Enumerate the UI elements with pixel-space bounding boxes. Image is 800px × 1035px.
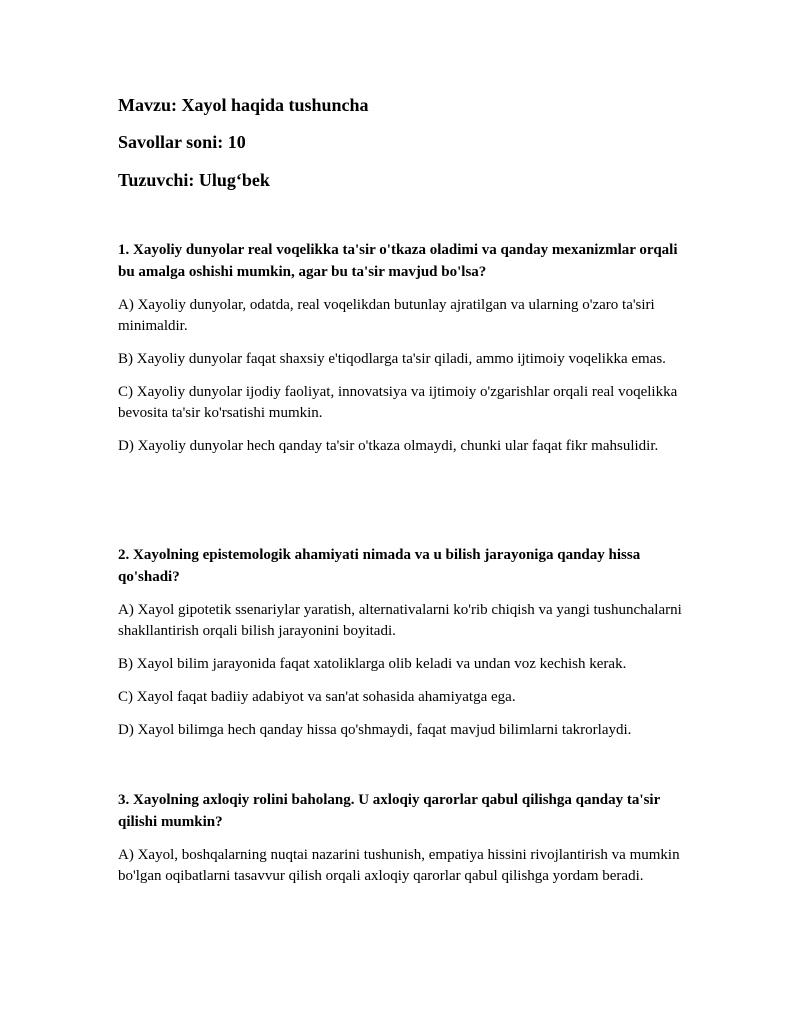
question-3-title: 3. Xayolning axloqiy rolini baholang. U axloqiy qarorlar qabul qilishga qanday ta'sir qilishi mumkin? — [118, 792, 660, 830]
question-2-option-c: C) Xayol faqat badiiy adabiyot va san'at sohasida ahamiyatga ega. — [118, 689, 516, 705]
question-3 — [118, 789, 683, 899]
question-1-title: 1. Xayoliy dunyolar real voqelikka ta'sir o'tkaza oladimi va qanday mexanizmlar orqali bu amalga oshishi mumkin, agar bu ta'sir mavjud bo'lsa? — [118, 242, 678, 280]
question-1-option-a: A) Xayoliy dunyolar, odatda, real voqelikdan butunlay ajratilgan va ularning o'zaro ta'siri minimaldir. — [118, 297, 655, 334]
question-1-option-c: C) Xayoliy dunyolar ijodiy faoliyat, innovatsiya va ijtimoiy o'zgarishlar orqali real voqelikka bevosita ta'sir ko'rsatishi mumkin. — [118, 384, 678, 421]
question-3-option-a: A) Xayol, boshqalarning nuqtai nazarini tushunish, empatiya hissini rivojlantirish va mumkin bo'lgan oqibatlarni tasavvur qilish orqali axloqiy qarorlar qabul qilishga yordam beradi. — [118, 847, 680, 884]
question-count-heading: Savollar soni: 10 — [118, 132, 246, 152]
author-heading: Tuzuvchi: Ulug‘bek — [118, 170, 270, 190]
question-1-option-d: D) Xayoliy dunyolar hech qanday ta'sir o'tkaza olmaydi, chunki ular faqat fikr mahsulidir. — [118, 438, 659, 454]
question-1-option-b: B) Xayoliy dunyolar faqat shaxsiy e'tiqodlarga ta'sir qiladi, ammo ijtimoiy voqelikka emas. — [118, 351, 666, 367]
question-2-option-b: B) Xayol bilim jarayonida faqat xatoliklarga olib keladi va undan voz kechish kerak. — [118, 656, 627, 672]
topic-heading: Mavzu: Xayol haqida tushuncha — [118, 95, 369, 115]
question-2-title: 2. Xayolning epistemologik ahamiyati nimada va u bilish jarayoniga qanday hissa qo'shadi? — [118, 547, 641, 585]
question-2-option-a: A) Xayol gipotetik ssenariylar yaratish, alternativalarni ko'rib chiqish va yangi tushunchalarni shakllantirish orqali bilish jarayonini boyitadi. — [118, 602, 682, 639]
question-1 — [118, 239, 683, 469]
question-2 — [118, 544, 683, 753]
question-2-option-d: D) Xayol bilimga hech qanday hissa qo'shmaydi, faqat mavjud bilimlarni takrorlaydi. — [118, 722, 632, 738]
